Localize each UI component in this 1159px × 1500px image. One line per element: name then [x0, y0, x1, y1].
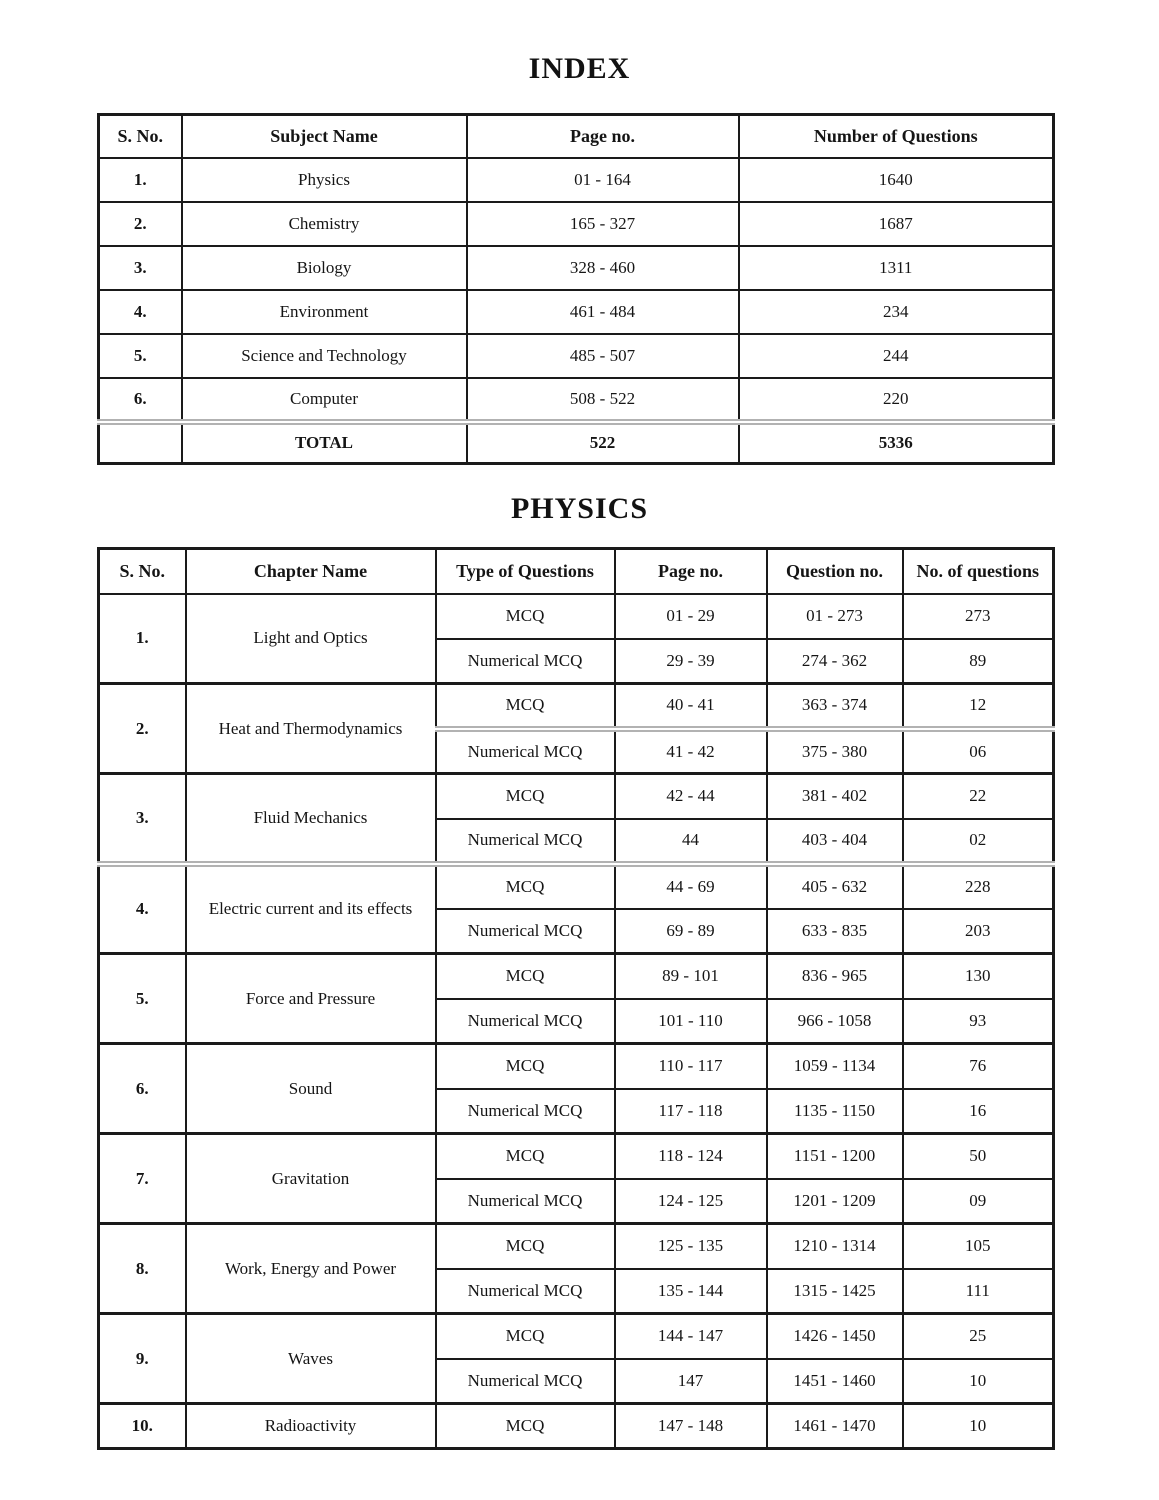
qno-cell: 1315 - 1425 — [767, 1269, 903, 1314]
qno-cell: 836 - 965 — [767, 954, 903, 999]
subject-cell: Computer — [182, 378, 467, 422]
index-header-sno: S. No. — [99, 115, 182, 158]
count-cell: 203 — [903, 909, 1054, 954]
count-cell: 228 — [903, 864, 1054, 909]
qno-cell: 1201 - 1209 — [767, 1179, 903, 1224]
qno-cell: 403 - 404 — [767, 819, 903, 864]
page-cell: 125 - 135 — [615, 1224, 767, 1269]
page-cell: 01 - 164 — [467, 158, 739, 202]
questions-cell: 1311 — [739, 246, 1054, 290]
chapter-cell: Light and Optics — [186, 594, 436, 684]
count-cell: 130 — [903, 954, 1054, 999]
physics-header-row — [99, 549, 1054, 594]
sno-cell: 2. — [99, 202, 182, 246]
subject-cell: Chemistry — [182, 202, 467, 246]
table-row — [99, 1404, 1054, 1449]
physics-header-chapter: Chapter Name — [186, 549, 436, 594]
table-row — [99, 684, 1054, 729]
qno-cell: 381 - 402 — [767, 774, 903, 819]
chapter-cell: Heat and Thermodynamics — [186, 684, 436, 774]
page-cell: 461 - 484 — [467, 290, 739, 334]
qno-cell: 1135 - 1150 — [767, 1089, 903, 1134]
count-cell: 06 — [903, 729, 1054, 774]
page-cell: 42 - 44 — [615, 774, 767, 819]
type-cell: MCQ — [436, 594, 615, 639]
type-cell: MCQ — [436, 1044, 615, 1089]
subject-cell: Physics — [182, 158, 467, 202]
qno-cell: 405 - 632 — [767, 864, 903, 909]
qno-cell: 1151 - 1200 — [767, 1134, 903, 1179]
count-cell: 10 — [903, 1359, 1054, 1404]
page-cell: 44 - 69 — [615, 864, 767, 909]
index-header-page: Page no. — [467, 115, 739, 158]
page-cell: 118 - 124 — [615, 1134, 767, 1179]
sno-cell: 1. — [99, 594, 186, 684]
questions-cell: 234 — [739, 290, 1054, 334]
sno-cell: 4. — [99, 290, 182, 334]
table-row — [99, 290, 1054, 334]
table-row — [99, 202, 1054, 246]
page-cell: 485 - 507 — [467, 334, 739, 378]
type-cell: Numerical MCQ — [436, 1179, 615, 1224]
page-cell: 69 - 89 — [615, 909, 767, 954]
qno-cell: 1059 - 1134 — [767, 1044, 903, 1089]
table-row — [99, 774, 1054, 819]
count-cell: 12 — [903, 684, 1054, 729]
sno-cell: 4. — [99, 864, 186, 954]
index-header-questions: Number of Questions — [739, 115, 1054, 158]
count-cell: 02 — [903, 819, 1054, 864]
questions-cell: 1687 — [739, 202, 1054, 246]
table-row — [99, 158, 1054, 202]
table-row — [99, 378, 1054, 422]
index-header-subject: Subject Name — [182, 115, 467, 158]
chapter-cell: Fluid Mechanics — [186, 774, 436, 864]
page-cell: 110 - 117 — [615, 1044, 767, 1089]
page-cell: 44 — [615, 819, 767, 864]
chapter-cell: Electric current and its effects — [186, 864, 436, 954]
page-cell: 147 — [615, 1359, 767, 1404]
chapter-cell: Work, Energy and Power — [186, 1224, 436, 1314]
count-cell: 10 — [903, 1404, 1054, 1449]
sno-cell: 6. — [99, 1044, 186, 1134]
page-cell: 41 - 42 — [615, 729, 767, 774]
physics-header-type: Type of Questions — [436, 549, 615, 594]
chapter-cell: Sound — [186, 1044, 436, 1134]
sno-cell: 8. — [99, 1224, 186, 1314]
chapter-cell: Gravitation — [186, 1134, 436, 1224]
type-cell: MCQ — [436, 1314, 615, 1359]
qno-cell: 1451 - 1460 — [767, 1359, 903, 1404]
page-cell: 89 - 101 — [615, 954, 767, 999]
type-cell: Numerical MCQ — [436, 819, 615, 864]
qno-cell: 1461 - 1470 — [767, 1404, 903, 1449]
count-cell: 22 — [903, 774, 1054, 819]
qno-cell: 01 - 273 — [767, 594, 903, 639]
page-cell: 147 - 148 — [615, 1404, 767, 1449]
page-cell: 165 - 327 — [467, 202, 739, 246]
type-cell: MCQ — [436, 774, 615, 819]
count-cell: 93 — [903, 999, 1054, 1044]
type-cell: Numerical MCQ — [436, 1089, 615, 1134]
index-title: INDEX — [528, 52, 631, 85]
sno-cell: 9. — [99, 1314, 186, 1404]
table-row — [99, 594, 1054, 639]
sno-cell: 2. — [99, 684, 186, 774]
total-label-cell: TOTAL — [182, 422, 467, 464]
table-row — [99, 1044, 1054, 1089]
page-cell: 117 - 118 — [615, 1089, 767, 1134]
total-empty-cell — [99, 422, 182, 464]
physics-header-page: Page no. — [615, 549, 767, 594]
index-total-row — [99, 422, 1054, 464]
index-header-row — [99, 115, 1054, 158]
qno-cell: 375 - 380 — [767, 729, 903, 774]
sno-cell: 6. — [99, 378, 182, 422]
sno-cell: 5. — [99, 954, 186, 1044]
qno-cell: 633 - 835 — [767, 909, 903, 954]
page-cell: 124 - 125 — [615, 1179, 767, 1224]
sno-cell: 1. — [99, 158, 182, 202]
chapter-cell: Radioactivity — [186, 1404, 436, 1449]
page-cell: 01 - 29 — [615, 594, 767, 639]
subject-cell: Biology — [182, 246, 467, 290]
table-row — [99, 954, 1054, 999]
type-cell: MCQ — [436, 1404, 615, 1449]
sno-cell: 3. — [99, 774, 186, 864]
table-row — [99, 1224, 1054, 1269]
physics-header-sno: S. No. — [99, 549, 186, 594]
table-row — [99, 1314, 1054, 1359]
page-cell: 144 - 147 — [615, 1314, 767, 1359]
table-row — [99, 334, 1054, 378]
sno-cell: 3. — [99, 246, 182, 290]
type-cell: Numerical MCQ — [436, 639, 615, 684]
page-cell: 135 - 144 — [615, 1269, 767, 1314]
count-cell: 16 — [903, 1089, 1054, 1134]
qno-cell: 966 - 1058 — [767, 999, 903, 1044]
table-row — [99, 246, 1054, 290]
page-cell: 29 - 39 — [615, 639, 767, 684]
type-cell: MCQ — [436, 1224, 615, 1269]
type-cell: MCQ — [436, 684, 615, 729]
sno-cell: 10. — [99, 1404, 186, 1449]
count-cell: 25 — [903, 1314, 1054, 1359]
questions-cell: 220 — [739, 378, 1054, 422]
type-cell: MCQ — [436, 1134, 615, 1179]
qno-cell: 274 - 362 — [767, 639, 903, 684]
table-row — [99, 1134, 1054, 1179]
sno-cell: 5. — [99, 334, 182, 378]
page-cell: 508 - 522 — [467, 378, 739, 422]
type-cell: MCQ — [436, 864, 615, 909]
qno-cell: 1210 - 1314 — [767, 1224, 903, 1269]
page-cell: 101 - 110 — [615, 999, 767, 1044]
questions-cell: 244 — [739, 334, 1054, 378]
type-cell: Numerical MCQ — [436, 999, 615, 1044]
physics-header-qno: Question no. — [767, 549, 903, 594]
type-cell: Numerical MCQ — [436, 729, 615, 774]
type-cell: MCQ — [436, 954, 615, 999]
count-cell: 09 — [903, 1179, 1054, 1224]
count-cell: 76 — [903, 1044, 1054, 1089]
count-cell: 50 — [903, 1134, 1054, 1179]
type-cell: Numerical MCQ — [436, 909, 615, 954]
chapter-cell: Waves — [186, 1314, 436, 1404]
total-page-cell: 522 — [467, 422, 739, 464]
qno-cell: 1426 - 1450 — [767, 1314, 903, 1359]
count-cell: 89 — [903, 639, 1054, 684]
table-row — [99, 864, 1054, 909]
count-cell: 111 — [903, 1269, 1054, 1314]
subject-cell: Environment — [182, 290, 467, 334]
physics-title: PHYSICS — [510, 492, 649, 525]
page-cell: 40 - 41 — [615, 684, 767, 729]
page-cell: 328 - 460 — [467, 246, 739, 290]
subject-cell: Science and Technology — [182, 334, 467, 378]
sno-cell: 7. — [99, 1134, 186, 1224]
physics-table — [97, 547, 1055, 1450]
questions-cell: 1640 — [739, 158, 1054, 202]
physics-header-count: No. of questions — [903, 549, 1054, 594]
type-cell: Numerical MCQ — [436, 1359, 615, 1404]
index-table — [97, 113, 1055, 465]
chapter-cell: Force and Pressure — [186, 954, 436, 1044]
count-cell: 105 — [903, 1224, 1054, 1269]
qno-cell: 363 - 374 — [767, 684, 903, 729]
total-questions-cell: 5336 — [739, 422, 1054, 464]
type-cell: Numerical MCQ — [436, 1269, 615, 1314]
count-cell: 273 — [903, 594, 1054, 639]
